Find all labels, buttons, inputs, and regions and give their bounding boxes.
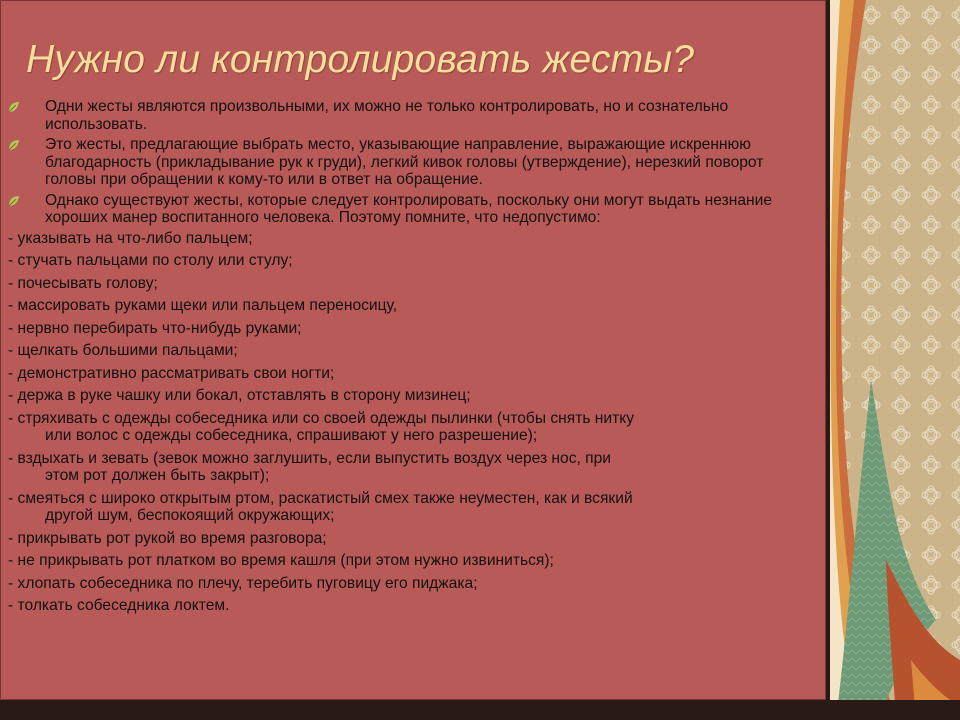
dash-marker: - [8, 529, 18, 547]
prohibited-gesture-item [8, 252, 813, 270]
prohibited-gesture-item [8, 365, 813, 383]
bottom-border [0, 700, 960, 720]
gesture-text: смеяться с широко открытым ртом, раскатистый смех также неуместен, как и всякий [17, 489, 633, 507]
gesture-text-continued: или волос с одежды собеседника, спрашивают у него разрешение); [45, 427, 538, 444]
bullet-text: Это жесты, предлагающие выбрать место, указывающие направление, выражающие искреннюю благодарность (прикладывание рук к груди), легкий кивок головы (утверждение), нерезкий поворот головы при обращении к кому-то или в ответ на обращение. [45, 136, 764, 188]
gesture-text-continued: этом рот должен быть закрыт); [45, 467, 270, 484]
gesture-text: прикрывать рот рукой во время разговора; [17, 529, 327, 547]
prohibited-gesture-item [8, 342, 813, 360]
dash-marker: - [8, 409, 18, 427]
gesture-text: демонстративно рассматривать свои ногти; [17, 364, 335, 382]
prohibited-gesture-item [8, 490, 813, 525]
dash-marker: - [8, 252, 18, 269]
gesture-text: стучать пальцами по столу или стулу; [17, 252, 293, 269]
decorative-side-art [826, 0, 960, 720]
dash-marker: - [8, 387, 18, 404]
dash-marker: - [8, 342, 18, 359]
dash-marker: - [8, 319, 18, 337]
gesture-text: указывать на что-либо пальцем; [17, 229, 253, 247]
dash-marker: - [8, 597, 18, 614]
dash-marker: - [8, 274, 18, 292]
gesture-text: хлопать собеседника по плечу, теребить пуговицу его пиджака; [17, 574, 478, 592]
slide-body [8, 98, 813, 620]
prohibited-gesture-item [8, 450, 813, 485]
slide-title: Нужно ли контролировать жесты? [26, 38, 695, 81]
leaf-bullet-icon [8, 195, 20, 207]
prohibited-gestures-list [8, 230, 813, 615]
prohibited-gesture-item [8, 387, 813, 405]
prohibited-gesture-item [8, 575, 813, 593]
leaf-bullet-icon [8, 139, 20, 151]
leaf-bullet-icon [8, 101, 20, 113]
gesture-text: толкать собеседника локтем. [17, 597, 230, 614]
gesture-text: держа в руке чашку или бокал, отставлять в сторону мизинец; [17, 387, 471, 404]
gesture-text: стряхивать с одежды собеседника или со своей одежды пылинки (чтобы снять нитку [17, 409, 635, 427]
gesture-text: почесывать голову; [17, 274, 158, 292]
prohibited-gesture-item [8, 320, 813, 338]
bullet-item [8, 98, 813, 133]
gesture-text: массировать руками щеки или пальцем переносицу, [17, 297, 398, 314]
gesture-text-continued: другой шум, беспокоящий окружающих; [45, 507, 335, 524]
gesture-text: щелкать большими пальцами; [17, 342, 238, 359]
bullet-item [8, 136, 813, 189]
bullet-text: Однако существуют жесты, которые следует контролировать, поскольку они могут выдать незнание хороших манер воспитанного человека. Поэтому помните, что недопустимо: [45, 191, 773, 226]
prohibited-gesture-item [8, 297, 813, 315]
prohibited-gesture-item [8, 597, 813, 615]
prohibited-gesture-item [8, 230, 813, 248]
prohibited-gesture-item [8, 275, 813, 293]
bullet-text: Одни жесты являются произвольными, их можно не только контролировать, но и сознательно использовать. [45, 98, 729, 133]
prohibited-gesture-item [8, 530, 813, 548]
gesture-text: вздыхать и зевать (зевок можно заглушить, если выпустить воздух через нос, при [17, 449, 611, 467]
prohibited-gesture-item [8, 552, 813, 570]
gesture-text: не прикрывать рот платком во время кашля (при этом нужно извиниться); [17, 552, 554, 569]
dash-marker: - [8, 449, 18, 467]
dash-marker: - [8, 552, 18, 569]
gesture-text: нервно перебирать что-нибудь руками; [17, 319, 302, 337]
dash-marker: - [8, 229, 18, 247]
dash-marker: - [8, 574, 18, 592]
dash-marker: - [8, 297, 18, 314]
bullet-item [8, 192, 813, 227]
dash-marker: - [8, 364, 18, 382]
dash-marker: - [8, 489, 18, 507]
prohibited-gesture-item [8, 410, 813, 445]
